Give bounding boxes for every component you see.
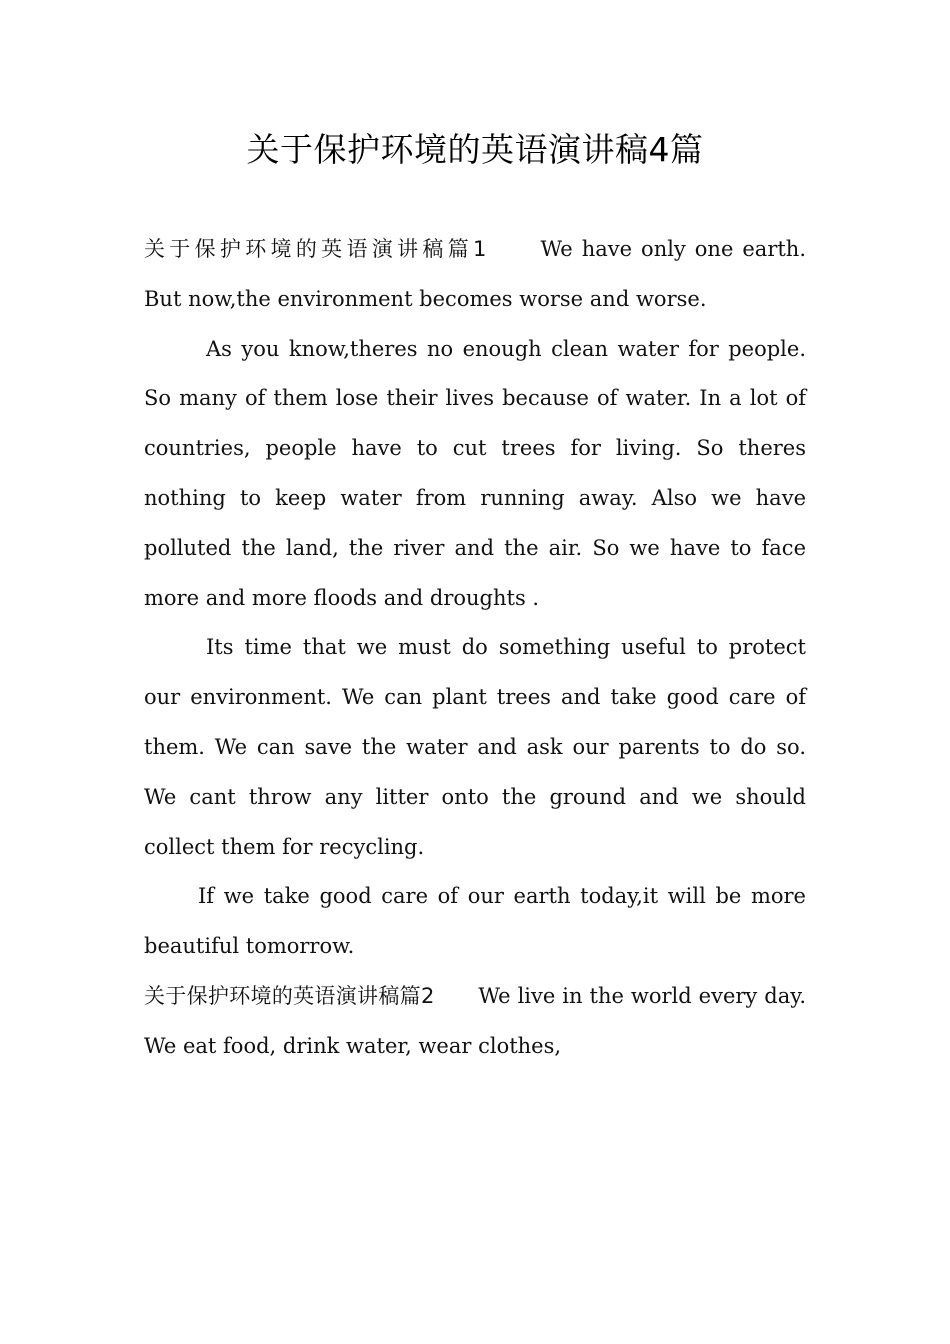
section-2-heading: 关于保护环境的英语演讲稿篇2 [144, 983, 435, 1008]
paragraph: As you know,theres no enough clean water for people. So many of them lose their lives because of water. In a lot of countries, people have to cut trees for living. So theres nothing to keep water from running away. Also we have polluted the land, the river and the air. So we have to face more and more floods and droughts . [144, 336, 806, 610]
section-2-first-paragraph [144, 972, 806, 1072]
document-title: 关于保护环境的英语演讲稿4篇 [246, 130, 704, 169]
paragraph: Its time that we must do something useful to protect our environment. We can plant trees and take good care of them. We can save the water and ask our parents to do so. We cant throw any litter onto the ground and we should collect them for recycling. [144, 635, 806, 859]
paragraph-text: We live in the world every day. We eat food, drink water, wear clothes, [144, 983, 806, 1058]
section-1-first-paragraph [144, 225, 806, 325]
paragraph-text: We have only one earth. But now,the environment becomes worse and worse. [144, 237, 806, 311]
document-body [144, 225, 806, 1072]
paragraph: If we take good care of our earth today,it will be more beautiful tomorrow. [144, 884, 806, 959]
section-1-heading: 关于保护环境的英语演讲稿篇1 [144, 237, 489, 261]
